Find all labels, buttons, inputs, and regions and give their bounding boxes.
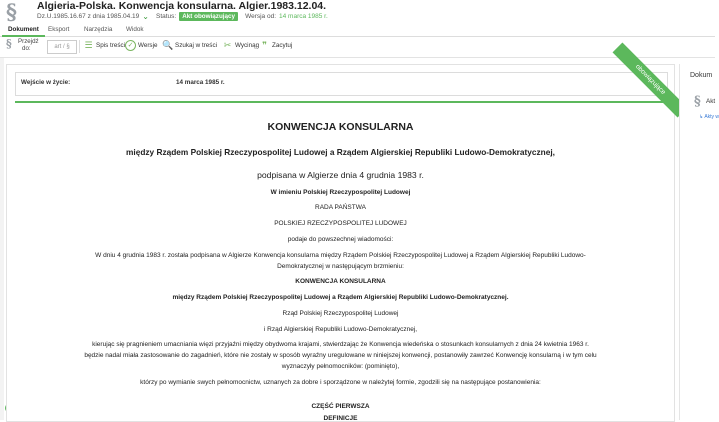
document-header: [0, 0, 715, 22]
text-line: Rząd Polskiej Rzeczypospolitej Ludowej: [282, 310, 399, 317]
version-label: Wersja od:: [245, 13, 277, 20]
text-line: W imieniu Polskiej Rzeczypospolitej Ludowej: [270, 189, 411, 196]
versions-button[interactable]: ✓ Wersje: [125, 40, 157, 51]
main-tabs: [0, 24, 715, 37]
document-subheading: między Rządem Polskiej Rzeczypospolitej Ludowej a Rządem Algierskiej Republiki Ludowo-Demokratycznej,: [126, 147, 555, 157]
toolbar-divider: [79, 40, 80, 53]
status-label: Status:: [155, 13, 177, 20]
text-line: i Rząd Algierskiej Republiki Ludowo-Demokratycznej,: [263, 326, 418, 333]
effective-date-label: Wejście w życie:: [21, 79, 71, 86]
effective-date-box: [15, 72, 668, 96]
status-ribbon: obowiązujące: [613, 43, 688, 118]
tab-eksport[interactable]: Eksport: [48, 26, 70, 33]
search-in-text-button[interactable]: 🔍 Szukaj w treści: [162, 40, 217, 50]
text-line: między Rządem Polskiej Rzeczypospolitej Ludowej a Rządem Algierskiej Republiki Ludowo-Demokratycznej.: [172, 294, 509, 301]
search-icon: 🔍: [162, 40, 174, 50]
quote-icon: ❞: [262, 40, 267, 50]
signing-line: podpisana w Algierze dnia 4 grudnia 1983 r.: [257, 170, 424, 180]
goto-article-input[interactable]: art / §: [47, 40, 77, 54]
check-icon: ✓: [125, 40, 136, 51]
chevron-down-icon[interactable]: ⌄: [142, 12, 149, 21]
text-line: podaje do powszechnej wiadomości:: [287, 236, 394, 243]
status-badge: Akt obowiązujący: [179, 12, 238, 21]
text-line: kierując się pragnieniem umacniania więzi przyjaźni między obydwoma krajami, stwierdzając że Konwencja wiedeńska o stosunkach konsularnych z dnia 24 kwietnia 1963 r.: [92, 341, 589, 348]
right-side-panel: [679, 64, 719, 420]
list-icon: ☰: [84, 40, 93, 50]
cite-button[interactable]: ❞ Zacytuj: [259, 40, 292, 51]
document-status-bar: [15, 101, 674, 103]
right-panel-title: Dokum: [690, 72, 713, 79]
part-heading: CZĘŚĆ PIERWSZA: [311, 403, 370, 410]
left-gutter: [0, 58, 4, 420]
tab-dokument[interactable]: Dokument: [2, 24, 45, 37]
paragraph-icon: §: [6, 37, 12, 50]
text-line: RADA PAŃSTWA: [315, 204, 366, 211]
document-meta-row: [37, 12, 328, 21]
section-heading: DEFINICJE: [323, 415, 358, 422]
goto-article-label: § Przejdź do:: [6, 37, 39, 52]
text-line: którzy po wymianie swych pełnomocnictw, uznanych za dobre i sporządzone w należytej formie, zgodzili się na następujące postanowienia:: [140, 379, 541, 386]
paragraph-logo-icon: §: [6, 0, 17, 24]
text-line: KONWENCJA KONSULARNA: [295, 278, 386, 285]
text-line: Demokratycznej w następującym brzmieniu:: [277, 263, 404, 270]
right-panel-link[interactable]: ↳ Akty w: [699, 114, 719, 120]
paragraph-icon: §: [694, 94, 701, 109]
tab-widok[interactable]: Widok: [126, 26, 144, 33]
text-line: POLSKIEJ RZECZYPOSPOLITEJ LUDOWEJ: [274, 220, 407, 227]
right-panel-item[interactable]: Akt: [706, 98, 716, 105]
excerpt-button[interactable]: ✂ Wycinąg: [223, 40, 260, 50]
tab-narzedzia[interactable]: Narzędzia: [84, 26, 113, 33]
effective-date-value: 14 marca 1985 r.: [176, 79, 225, 86]
document-heading: KONWENCJA KONSULARNA: [267, 121, 414, 133]
toc-button[interactable]: ☰ Spis treści: [84, 40, 126, 50]
text-line: będzie nadal miała zastosowanie do zagadnień, które nie zostały w sposób wyraźny uregulowane w niniejszej konwencji, postanowiły zawrzeć Konwencję konsularną i w tym celu: [84, 352, 597, 359]
journal-reference: Dz.U.1985.16.67 z dnia 1985.04.19: [37, 13, 140, 20]
document-title: Algieria-Polska. Konwencja konsularna. Algier.1983.12.04.: [37, 0, 327, 12]
document-viewer: [6, 64, 675, 422]
text-line: W dniu 4 grudnia 1983 r. została podpisana w Algierze Konwencja konsularna między Rządem Polskiej Rzeczypospolitej Ludowej a Rządem Algierskiej Republiki Ludowo-: [95, 252, 586, 259]
version-date[interactable]: 14 marca 1985 r.: [279, 13, 328, 20]
scissors-icon: ✂: [223, 40, 232, 50]
text-line: wyznaczyły pełnomocników: (pominięto),: [281, 363, 400, 370]
